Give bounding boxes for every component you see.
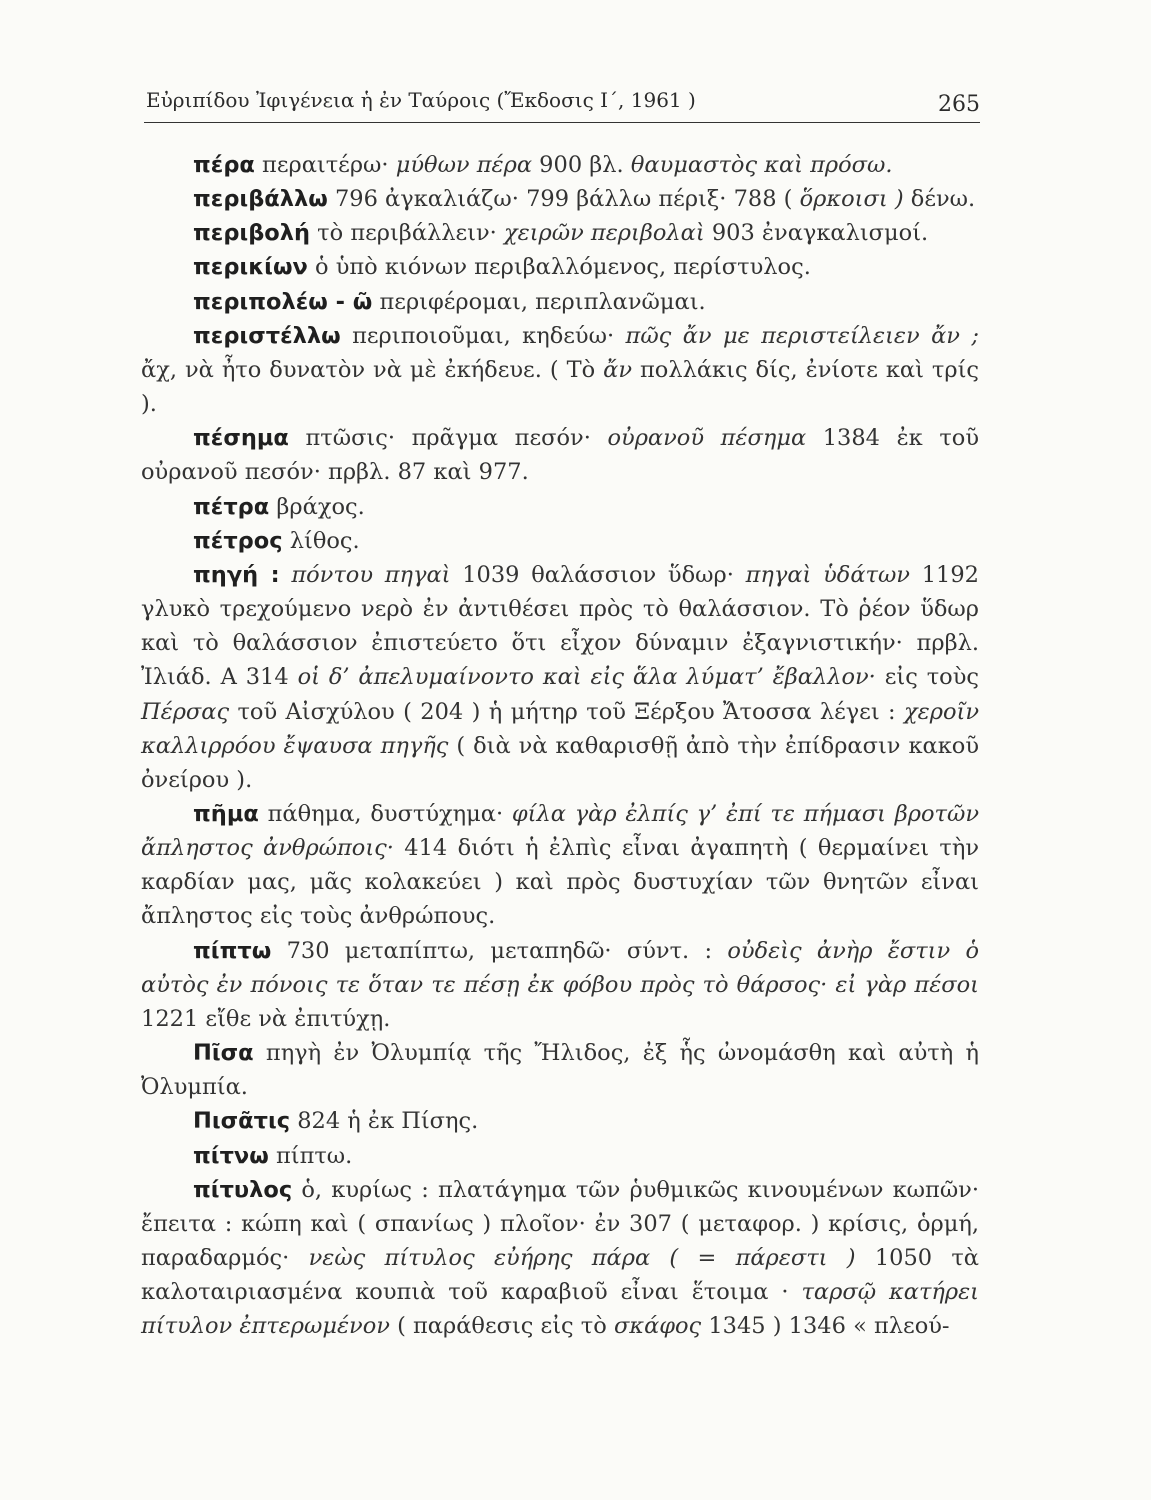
entry-text: ὁ ὑπὸ κιόνων περιβαλλόμενος, περίστυλος. <box>307 254 811 281</box>
entry-text: 1221 εἴθε νὰ ἐπιτύχῃ. <box>141 1005 391 1032</box>
glossary-body <box>141 148 979 1343</box>
glossary-entry <box>141 1036 979 1104</box>
entry-headword: Πῖσα <box>193 1040 254 1067</box>
header-title: Εὐριπίδου Ἰφιγένεια ἡ ἐν Ταύροις (Ἔκδοσις Ι΄, 1961 ) <box>146 88 696 112</box>
entry-headword: περιβάλλω <box>193 186 328 213</box>
entry-text: ὁ, κυρίως : πλατάγημα τῶν ῥυθμικῶς κινουμένων κωπῶν· ἔπειτα : κώπη καὶ ( σπανίως ) πλοῖον· ἐν 307 ( μεταφορ. ) κρίσις, ὁρμή, παραδαρμός· <box>141 1176 979 1271</box>
glossary-entry <box>141 797 979 934</box>
entry-text: δένω. <box>903 186 976 213</box>
entry-quote: χειρῶν περιβολαὶ <box>504 220 705 247</box>
entry-text: τὸ περιβάλλειν· <box>310 220 504 247</box>
entry-quote: ἄν <box>603 356 633 383</box>
entry-text: τοῦ Αἰσχύλου ( 204 ) ἡ μήτηρ τοῦ Ξέρξου Ἄτοσσα λέγει : <box>229 698 905 725</box>
entry-quote: μύθων πέρα <box>395 152 533 178</box>
entry-headword: περιβολή <box>193 220 311 247</box>
entry-headword: πέτρος <box>193 527 283 554</box>
glossary-entry <box>141 490 979 524</box>
entry-headword: πίπτω <box>193 937 272 964</box>
entry-quote: οὐρανοῦ πέσημα <box>607 425 807 452</box>
entry-quote: νεὼς πίτυλος εὐήρης πάρα ( = πάρεστι ) <box>308 1245 856 1271</box>
entry-text: περιποιοῦμαι, κηδεύω· <box>340 322 626 349</box>
glossary-entry <box>141 319 979 421</box>
glossary-entry <box>141 524 979 558</box>
entry-text <box>280 562 292 588</box>
entry-text: περαιτέρω· <box>254 152 396 178</box>
entry-quote: Πέρσας <box>141 698 230 725</box>
entry-text: 900 βλ. <box>532 152 631 178</box>
entry-quote: πηγαὶ ὑδάτων <box>745 561 910 588</box>
entry-text: 414 διότι ἡ ἐλπὶς εἶναι ἀγαπητὴ ( θερμαίνει τὴν καρδίαν μας, μᾶς κολακεύει ) καὶ πρὸς δυστυχίαν τῶν θνητῶν εἶναι ἄπληστος εἰς τοὺς ἀνθρώπους. <box>141 835 980 930</box>
entry-text: ( παράθεσις εἰς τὸ <box>389 1313 614 1340</box>
running-header <box>144 82 980 123</box>
glossary-entry <box>141 182 979 216</box>
entry-text: 796 ἀγκαλιάζω· 799 βάλλω πέριξ· 788 ( <box>327 186 800 213</box>
entry-headword: πέσημα <box>193 425 289 452</box>
entry-text: ( διὰ νὰ καθαρισθῇ ἀπὸ τὴν ἐπίδρασιν κακοῦ ὀνείρου ). <box>141 732 979 793</box>
entry-text: λίθος. <box>282 527 360 554</box>
glossary-entry <box>141 285 979 319</box>
entry-quote: πῶς ἄν με περιστείλειεν ἄν ; <box>625 322 980 349</box>
entry-text: 1039 θαλάσσιον ὕδωρ· <box>450 561 746 588</box>
entry-text: εἰς τοὺς <box>875 664 979 691</box>
entry-text: 730 μεταπίπτω, μεταπηδῶ· σύντ. : <box>271 937 728 964</box>
entry-quote: χεροῖν καλλιρρόου ἔψαυσα πηγῆς <box>141 698 979 759</box>
entry-headword: πέρα <box>193 152 255 178</box>
entry-quote: οὐδεὶς ἀνὴρ ἔστιν ὁ αὐτὸς ἐν πόνοις τε ὅταν τε πέσῃ ἐκ φόβου πρὸς τὸ θάρσος· εἰ γὰρ πέσοι <box>141 937 979 998</box>
entry-text: 824 ἡ ἐκ Πίσης. <box>290 1108 479 1135</box>
entry-quote: φίλα γὰρ ἐλπίς γ’ ἐπί τε πήμασι βροτῶν ἄπληστος ἀνθρώποις· <box>141 800 979 862</box>
glossary-entry <box>141 216 979 250</box>
entry-headword: Πισᾶτις <box>193 1108 291 1135</box>
entry-quote: πόντου πηγαὶ <box>291 561 451 588</box>
entry-headword: πίτυλος <box>193 1176 293 1203</box>
entry-text: 1192 γλυκὸ τρεχούμενο νερὸ ἐν ἀντιθέσει πρὸς τὸ θαλάσσιον. Τὸ ῥέον ὕδωρ καὶ τὸ θαλάσσιον ἐπιστεύετο ὅτι εἶχον δύναμιν ἐξαγνιστικήν· πρβλ. Ἰλιάδ. Α 314 <box>141 561 979 691</box>
glossary-entry <box>141 558 979 797</box>
entry-text: πάθημα, δυστύχημα· <box>258 800 512 827</box>
entry-headword: πηγή : <box>193 561 280 588</box>
entry-text: 1384 ἐκ τοῦ οὐρανοῦ πεσόν· πρβλ. 87 καὶ 977. <box>141 425 980 486</box>
page-number: 265 <box>938 92 980 117</box>
entry-text: πηγὴ ἐν Ὀλυμπίᾳ τῆς Ἤλιδος, ἐξ ἧς ὠνομάσθη καὶ αὐτὴ ἡ Ὀλυμπία. <box>141 1040 979 1101</box>
entry-quote: ταρσῷ κατήρει πίτυλον ἐπτερωμένον <box>141 1279 979 1340</box>
entry-text: βράχος. <box>269 493 365 520</box>
entry-headword: πέτρα <box>193 493 270 520</box>
entry-headword: περικίων <box>193 254 308 281</box>
entry-text: ἄχ, νὰ ἦτο δυνατὸν νὰ μὲ ἐκήδευε. ( Τὸ <box>141 356 604 383</box>
entry-quote: ὅρκοισι ) <box>799 186 904 213</box>
entry-headword: πῆμα <box>193 800 259 827</box>
glossary-entry <box>141 250 979 284</box>
glossary-entry <box>141 934 979 1036</box>
entry-headword: περιστέλλω <box>193 322 341 349</box>
entry-text: 1050 τὰ καλοταιριασμένα κουπιὰ τοῦ καραβιοῦ εἶναι ἕτοιμα · <box>141 1245 979 1306</box>
glossary-entry <box>141 148 979 182</box>
entry-quote: οἱ δ’ ἀπελυμαίνοντο καὶ εἰς ἅλα λύματ’ ἔβαλλον· <box>297 664 876 691</box>
entry-quote: σκάφος <box>613 1313 702 1340</box>
entry-text: πίπτω. <box>268 1142 353 1169</box>
entry-text: περιφέρομαι, περιπλανῶμαι. <box>372 288 706 315</box>
entry-text: 1345 ) 1346 « πλεού- <box>701 1313 950 1340</box>
entry-text: πτῶσις· πρᾶγμα πεσόν· <box>288 425 608 452</box>
entry-text: 903 ἐναγκαλισμοί. <box>704 220 929 247</box>
entry-text: πολλάκις δίς, ἐνίοτε καὶ τρίς ). <box>141 356 980 418</box>
glossary-entry <box>141 1173 979 1344</box>
entry-headword: περιπολέω - ῶ <box>193 288 373 315</box>
glossary-entry <box>141 1139 979 1173</box>
entry-quote: θαυμαστὸς καὶ πρόσω. <box>630 152 893 178</box>
glossary-entry <box>141 421 979 489</box>
glossary-entry <box>141 1104 979 1138</box>
entry-headword: πίτνω <box>193 1142 269 1169</box>
